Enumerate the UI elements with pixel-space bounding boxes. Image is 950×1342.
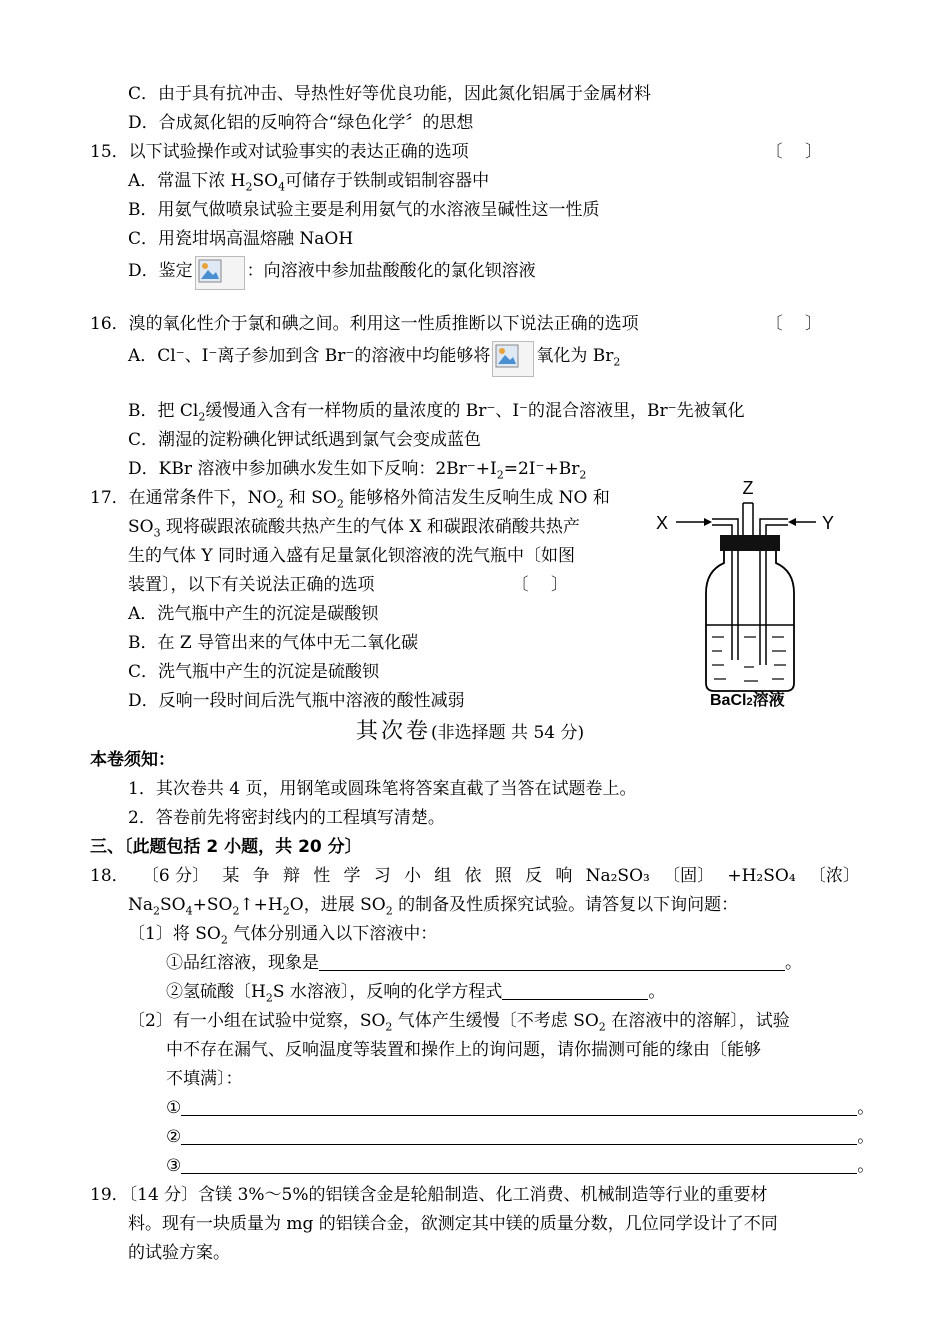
answer-blank[interactable] — [181, 1095, 857, 1116]
notice-item-2: 2．答卷前先将密封线内的工程填写清楚。 — [128, 808, 445, 828]
q17-line-3: 生的气体 Y 同时通入盛有足量氯化钡溶液的洗气瓶中〔如图 — [128, 546, 576, 566]
section-3-heading: 三、〔此题包括 2 小题，共 20 分〕 — [90, 837, 362, 857]
q18-part-1a: ①品红溶液，现象是 。 — [166, 949, 802, 978]
q15-option-a: A．常温下浓 $H_2SO_4$可储存于铁制或铝制容器中 — [128, 171, 490, 194]
y-label: Y — [822, 513, 835, 533]
q17-option-c: C．洗气瓶中产生的沉淀是硫酸钡 — [128, 662, 380, 682]
x-label: X — [656, 513, 669, 533]
q17-line-2: $SO_3$ 现将碳跟浓硫酸共热产生的气体 X 和碳跟浓硝酸共热产 — [128, 517, 580, 540]
q17-line-4: 装置〕，以下有关说法正确的选项 〔 〕 — [128, 571, 568, 600]
q18-line-1-justified: 18． 〔6 分〕 某 争 辩 性 学 习 小 组 依 照 反 响 Na₂SO₃ 〔固〕 +H₂SO₄ 〔浓〕 — [90, 866, 860, 886]
q16-option-b: B．把 $Cl_2$缓慢通入含有一样物质的量浓度的 Br⁻、I⁻的混合溶液里，Br⁻先被氧化 — [128, 401, 745, 424]
q16-option-d: D．KBr 溶液中参加碘水发生如下反响：$2Br^-+I_2=2I^-+Br_2$ — [128, 459, 587, 482]
broken-image-icon — [195, 256, 245, 290]
z-label: Z — [742, 478, 754, 498]
figure-caption: BaCl2溶液 — [710, 692, 785, 709]
q16-option-a: A．Cl⁻、I⁻离子参加到含 Br⁻的溶液中均能够将 氧化为 $Br_2$ — [128, 341, 620, 385]
q18-part-1b: ②氢硫酸〔$H_2S$ 水溶液〕，反响的化学方程式 。 — [166, 978, 665, 1007]
q18-answer-line-1: ① 。 — [166, 1094, 874, 1123]
q18-part-2-line-3: 不填满〕： — [166, 1069, 243, 1089]
part2-heading: 其次卷(非选择题 共 54 分) — [356, 719, 585, 744]
q17-option-d: D．反响一段时间后洗气瓶中溶液的酸性减弱 — [128, 691, 465, 711]
q16-stem: 16．溴的氧化性介于氯和碘之间。利用这一性质推断以下说法正确的选项 〔 〕 — [90, 310, 950, 339]
q19-line-3: 的试验方案。 — [128, 1243, 230, 1263]
q17-option-a: A．洗气瓶中产生的沉淀是碳酸钡 — [128, 604, 379, 624]
answer-blank[interactable] — [502, 979, 648, 1000]
q17-option-b: B．在 Z 导管出来的气体中无二氧化碳 — [128, 633, 419, 653]
broken-image-icon — [492, 341, 534, 377]
notice-heading: 本卷须知： — [90, 750, 175, 770]
q18-line-2: $Na_2SO_4+SO_2↑+H_2O$，进展 $SO_2$ 的制备及性质探究试验。请答复以下询问题： — [128, 895, 739, 918]
q18-answer-line-2: ② 。 — [166, 1123, 874, 1152]
answer-blank[interactable] — [181, 1153, 857, 1174]
q14-option-d: D．合成氮化铝的反响符合“绿色化学〞的思想 — [128, 113, 474, 133]
q18-answer-line-3: ③ 。 — [166, 1152, 874, 1181]
q19-line-2: 料。现有一块质量为 mg 的铝镁合金，欲测定其中镁的质量分数，几位同学设计了不同 — [128, 1214, 778, 1234]
q18-part-2-line-2: 中不存在漏气、反响温度等装置和操作上的询问题，请你揣测可能的缘由〔能够 — [166, 1040, 761, 1060]
q15-stem: 15．以下试验操作或对试验事实的表达正确的选项 〔 〕 — [90, 138, 950, 167]
q14-option-c: C．由于具有抗冲击、导热性好等优良功能，因此氮化铝属于金属材料 — [128, 84, 652, 104]
gas-washing-bottle-figure — [648, 475, 848, 715]
q15-option-b: B．用氨气做喷泉试验主要是利用氨气的水溶液呈碱性这一性质 — [128, 200, 600, 220]
q19-line-1: 19．〔14 分〕含镁 3%～5%的铝镁含金是轮船制造、化工消费、机械制造等行业的重要材 — [90, 1185, 768, 1205]
answer-paren: 〔 〕 — [765, 142, 822, 162]
answer-paren: 〔 〕 — [511, 575, 568, 595]
answer-paren: 〔 〕 — [765, 314, 822, 334]
q15-option-c: C．用瓷坩埚高温熔融 NaOH — [128, 229, 354, 249]
answer-blank[interactable] — [181, 1124, 857, 1145]
q17-line-1: 17．在通常条件下，$NO_2$ 和 $SO_2$ 能够格外简洁发生反响生成 NO 和 — [90, 488, 610, 511]
q16-option-c: C．潮湿的淀粉碘化钾试纸遇到氯气会变成蓝色 — [128, 430, 482, 450]
notice-item-1: 1．其次卷共 4 页，用钢笔或圆珠笔将答案直截了当答在试题卷上。 — [128, 779, 637, 799]
q15-option-d: D．鉴定 ：向溶液中参加盐酸酸化的氯化钡溶液 — [128, 256, 536, 296]
answer-blank[interactable] — [319, 950, 785, 971]
q18-part-2-line-1: 〔2〕有一小组在试验中觉察，$SO_2$ 气体产生缓慢〔不考虑 $SO_2$ 在溶液中的溶解〕，试验 — [128, 1011, 790, 1034]
q18-part-1: 〔1〕将 $SO_2$ 气体分别通入以下溶液中： — [128, 924, 438, 947]
q18-line-1 — [90, 862, 860, 891]
